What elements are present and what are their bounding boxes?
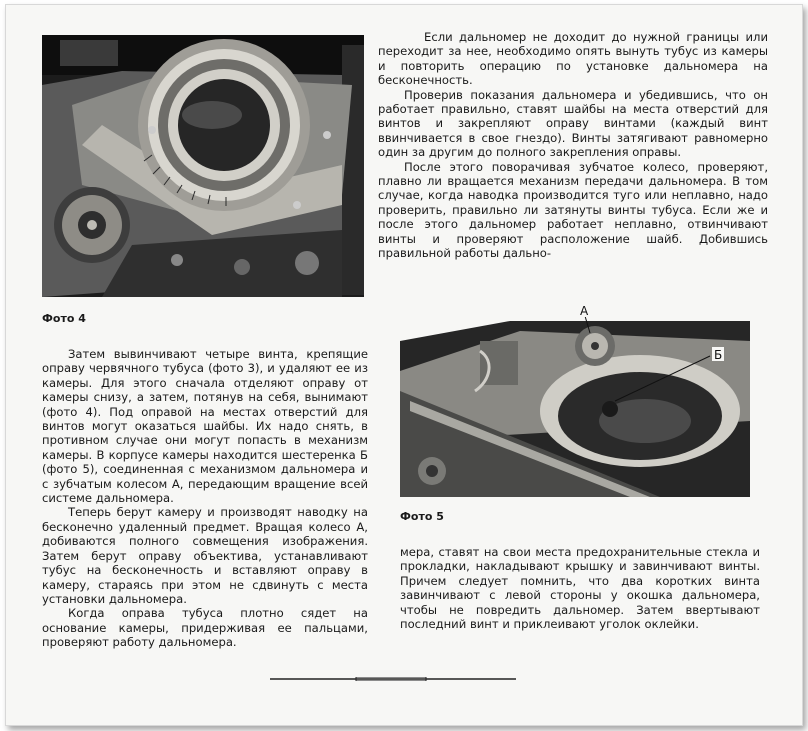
paragraph: Проверив показания дальномера и убедившись, что он работает правильно, ставят шайбы на места отверстий для винтов и закрепляют оправу винтами (каждый винт ввинчивается в свое гнездо). Винты затягивают равномерно один за другим до полного закрепления оправы. xyxy=(378,87,768,160)
paragraph: Когда оправа тубуса плотно сядет на основание камеры, придерживая ее пальцами, проверяют работу дальномера. xyxy=(42,606,368,650)
photo-5-caption: Фото 5 xyxy=(400,510,444,523)
bottom-ornament xyxy=(270,677,516,681)
photo-4-image xyxy=(42,35,364,297)
paragraph: Затем вывинчивают четыре винта, крепящие оправу червячного тубуса (фото 3), и удаляют ее из камеры. Для этого сначала отделяют оправу от камеры снизу, а затем, потянув на себя, вынимают (фото 4). Под оправой на местах отверстий для винтов могут оказаться шайбы. Их надо снять, в противном случае они могут попасть в механизм камеры. В корпусе камеры находится шестеренка Б (фото 5), соединенная с механизмом дальномера и с зубчатым колесом А, передающим вращение всей системе дальномера. xyxy=(42,347,368,506)
paragraph: Если дальномер не доходит до нужной границы или переходит за нее, необходимо опять вынуть тубус из камеры и повторить операцию по установке дальномера на бесконечность. xyxy=(378,30,768,88)
photo-5-image xyxy=(400,301,750,497)
photo-4 xyxy=(42,35,364,297)
photo-4-caption: Фото 4 xyxy=(42,312,86,325)
text-column-top-right xyxy=(378,30,768,261)
text-column-left xyxy=(42,347,368,650)
label-a: А xyxy=(580,304,589,318)
paragraph: мера, ставят на свои места предохранительные стекла и прокладки, накладывают крышку и завинчивают винты. Причем следует помнить, что два коротких винта завинчивают с левой стороны у окошка дальномера, чтобы не повредить дальномер. Затем ввертывают последний винт и приклеивают уголок оклейки. xyxy=(400,545,760,632)
text-column-bottom-right xyxy=(400,545,760,631)
paragraph: После этого поворачивая зубчатое колесо, проверяют, плавно ли вращается механизм передачи дальномера. В том случае, когда наводка производится туго или неплавно, надо проверить, правильно ли затянуты винты тубуса. Если же и после этого дальномер работает неплавно, отвинчивают винты и проверяют расположение шайб. Добившись правильной работы дально- xyxy=(378,159,768,261)
paragraph: Теперь берут камеру и производят наводку на бесконечно удаленный предмет. Вращая колесо А, добиваются полного совмещения изображения. Затем берут оправу объектива, устанавливают тубус на бесконечность и вставляют оправу в камеру, стараясь при этом не сдвинуть с места установки дальномера. xyxy=(42,505,368,606)
photo-5 xyxy=(400,301,750,497)
book-page xyxy=(5,4,803,726)
label-b: Б xyxy=(714,348,723,362)
